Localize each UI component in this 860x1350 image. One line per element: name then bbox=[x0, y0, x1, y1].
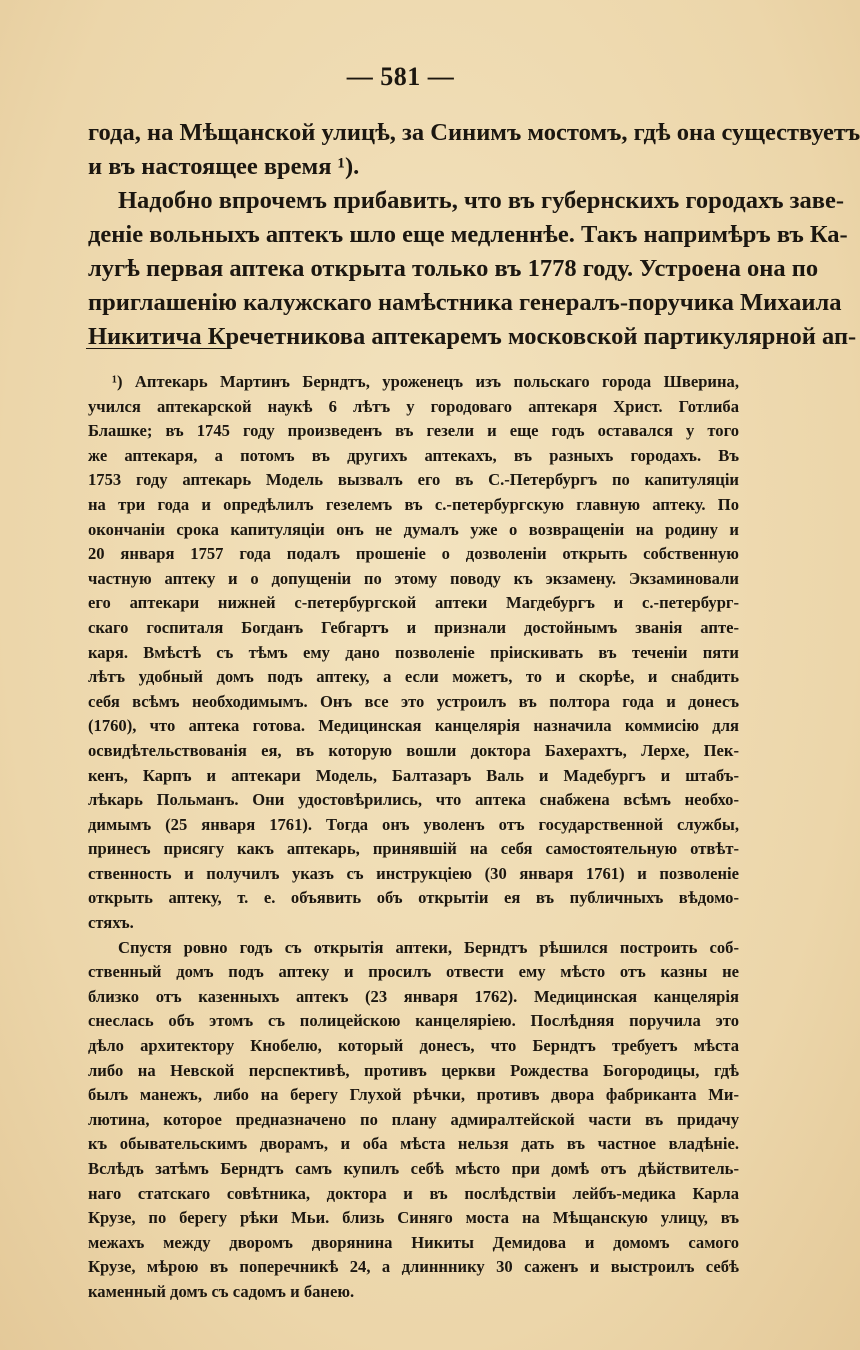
main-text-line: лугѣ первая аптека открыта только въ 1778 году. Устроена она по bbox=[88, 255, 819, 282]
footnote-line: открыть аптеку, т. е. объявить объ открытіи ея въ публичныхъ вѣдомо- bbox=[88, 888, 739, 908]
footnote-line: къ обывательскимъ дворамъ, и оба мѣста нельзя дать въ частное владѣніе. bbox=[88, 1134, 739, 1154]
footnote-line: его аптекари нижней с-петербургской аптеки Магдебургъ и с.-петербург- bbox=[88, 593, 739, 613]
footnote-line: стяхъ. bbox=[88, 913, 134, 933]
footnote-line: на три года и опредѣлилъ гезелемъ въ с.-петербургскую главную аптеку. По bbox=[88, 494, 739, 514]
footnote-line: Блашке; въ 1745 году произведенъ въ гезели и еще годъ оставался у того bbox=[88, 421, 739, 441]
footnote-line: Крузе, мѣрою въ поперечникѣ 24, а длинннику 30 саженъ и выстроилъ себѣ bbox=[88, 1257, 739, 1277]
page-number: — 581 — bbox=[346, 62, 455, 91]
footnote-line: Спустя ровно годъ съ открытія аптеки, Берндтъ рѣшился построить соб- bbox=[118, 937, 739, 957]
footnote-line: дѣло архитектору Кнобелю, который донесъ, что Берндтъ требуетъ мѣста bbox=[88, 1036, 739, 1056]
footnote-line: принесъ присягу какъ аптекарь, принявшій на себя самостоятельную отвѣт- bbox=[88, 839, 739, 859]
footnote-line: межахъ между дворомъ дворянина Никиты Демидова и домомъ самого bbox=[88, 1232, 739, 1252]
footnote-line: Вслѣдъ затѣмъ Берндтъ самъ купилъ себѣ мѣсто при домѣ отъ дѣйствитель- bbox=[88, 1159, 739, 1178]
footnote-line: каря. Вмѣстѣ съ тѣмъ ему дано позволеніе пріискивать въ теченіи пяти bbox=[88, 642, 739, 662]
footnote-line: лѣкарь Польманъ. Они удостовѣрились, что аптека снабжена всѣмъ необхо- bbox=[88, 790, 739, 810]
footnote-line: каменный домъ съ садомъ и банею. bbox=[88, 1281, 355, 1301]
main-text bbox=[88, 116, 860, 354]
footnote bbox=[88, 370, 739, 1305]
footnote-line: 20 января 1757 года подалъ прошеніе о дозволеніи открыть собственную bbox=[88, 544, 739, 564]
footnote-line: либо на Невской перспективѣ, противъ церкви Рождества Богородицы, гдѣ bbox=[88, 1060, 739, 1080]
footnote-line: димымъ (25 января 1761). Тогда онъ уволенъ отъ государственной службы, bbox=[88, 814, 739, 834]
footnote-separator bbox=[86, 348, 232, 349]
footnote-line: кенъ, Карпъ и аптекари Модель, Балтазаръ Валь и Мадебургъ и штабъ- bbox=[88, 765, 739, 785]
main-text-line: Никитича Кречетникова аптекаремъ московской партикулярной ап- bbox=[88, 323, 857, 350]
main-text-line: года, на Мѣщанской улицѣ, за Синимъ мостомъ, гдѣ она существуетъ bbox=[88, 119, 860, 146]
footnote-line: наго статскаго совѣтника, доктора и въ послѣдствіи лейбъ-медика Карла bbox=[88, 1183, 739, 1203]
footnote-line: окончаніи срока капитуляціи онъ не думалъ уже о возвращеніи на родину и bbox=[88, 519, 739, 539]
footnote-line: себя всѣмъ необходимымъ. Онъ все это устроилъ въ полтора года и донесъ bbox=[88, 691, 739, 711]
footnote-line: снеслась объ этомъ съ полицейскою канцеляріею. Послѣдняя поручила это bbox=[88, 1011, 739, 1031]
main-text-line: приглашенію калужскаго намѣстника генералъ-поручика Михаила bbox=[88, 289, 842, 316]
footnote-line: (1760), что аптека готова. Медицинская канцелярія назначила коммисію для bbox=[88, 716, 739, 736]
footnote-line: ственность и получилъ указъ съ инструкціею (30 января 1761) и позволеніе bbox=[88, 863, 739, 883]
main-text-line: и въ настоящее время ¹). bbox=[88, 153, 360, 180]
footnote-line: лѣтъ удобный домъ подъ аптеку, а если можетъ, то и скорѣе, и снабдить bbox=[88, 667, 739, 687]
footnote-line: учился аптекарской наукѣ 6 лѣтъ у городоваго аптекаря Христ. Готлиба bbox=[88, 396, 739, 416]
footnote-line: освидѣтельствованія ея, въ которую вошли доктора Бахерахтъ, Лерхе, Пек- bbox=[88, 740, 739, 760]
footnote-line: лютина, которое предназначено по плану адмиралтейской части въ придачу bbox=[88, 1109, 739, 1129]
footnote-line: скаго госпиталя Богданъ Гебгартъ и признали достойнымъ званія апте- bbox=[88, 617, 739, 637]
footnote-line: ственный домъ подъ аптеку и просилъ отвести ему мѣсто отъ казны не bbox=[88, 962, 739, 982]
footnote-line: Крузе, по берегу рѣки Мьи. близь Синяго моста на Мѣщанскую улицу, въ bbox=[88, 1208, 739, 1228]
footnote-line: 1753 году аптекарь Модель вызвалъ его въ С.-Петербургъ по капитуляціи bbox=[88, 470, 739, 490]
footnote-line: былъ манежъ, либо на берегу Глухой рѣчки, противъ двора фабриканта Ми- bbox=[88, 1085, 739, 1105]
footnote-line: же аптекаря, а потомъ въ другихъ аптекахъ, въ разныхъ городахъ. Въ bbox=[88, 445, 739, 465]
main-text-line: Надобно впрочемъ прибавить, что въ губернскихъ городахъ заве- bbox=[118, 187, 845, 214]
footnote-line: частную аптеку и о допущеніи по этому поводу къ экзамену. Экзаминовали bbox=[88, 568, 739, 588]
footnote-line: ¹) Аптекарь Мартинъ Берндтъ, уроженецъ изъ польскаго города Шверина, bbox=[112, 372, 739, 391]
main-text-line: деніе вольныхъ аптекъ шло еще медленнѣе. Такъ напримѣръ въ Ка- bbox=[88, 221, 848, 248]
footnote-line: близко отъ казенныхъ аптекъ (23 января 1762). Медицинская канцелярія bbox=[88, 986, 739, 1006]
